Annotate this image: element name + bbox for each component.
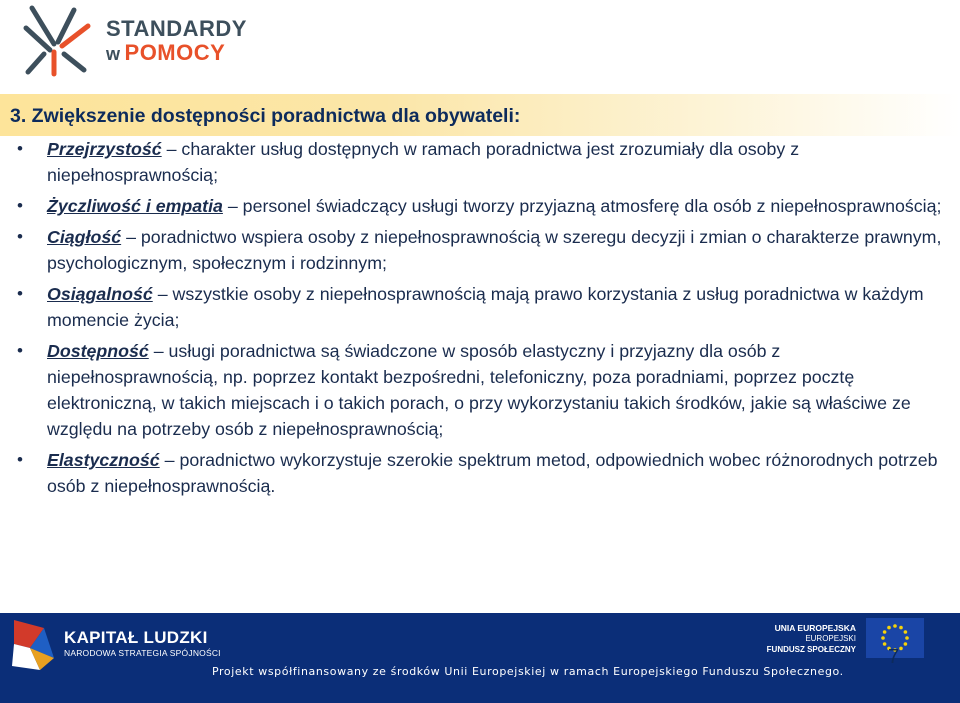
ue-line1: UNIA EUROPEJSKA xyxy=(774,623,856,633)
bullet-list xyxy=(0,136,960,504)
bullet-term: Przejrzystość xyxy=(47,139,162,159)
footer-cofinancing-note: Projekt współfinansowany ze środków Unii Europejskiej w ramach Europejskiego Funduszu Społecznego. xyxy=(212,665,844,678)
bullet-dot-icon: • xyxy=(17,196,23,215)
logo-star-icon xyxy=(14,2,100,78)
logo-line2 xyxy=(106,40,225,66)
bullet-dot-icon: • xyxy=(17,284,23,303)
bullet-term: Życzliwość i empatia xyxy=(47,196,223,216)
kapital-ludzki-logo-icon xyxy=(10,618,56,672)
page-title: 3. Zwiększenie dostępności poradnictwa dla obywateli: xyxy=(10,105,521,127)
logo-line2-prefix: w xyxy=(106,44,121,64)
logo-line1: STANDARDY xyxy=(106,16,247,41)
bullet-dot-icon: • xyxy=(17,139,23,158)
bullet-text: – personel świadczący usługi tworzy przyjazną atmosferę dla osób z niepełnosprawnością; xyxy=(222,196,942,216)
bullet-item xyxy=(0,193,960,219)
ue-line2: EUROPEJSKI xyxy=(805,634,856,643)
standardy-logo xyxy=(14,2,247,80)
bullet-term: Ciągłość xyxy=(47,227,122,247)
bullet-text: – charakter usług dostępnych w ramach poradnictwa jest zrozumiały dla osoby z niepełnosprawnością; xyxy=(47,139,800,185)
bullet-dot-icon: • xyxy=(17,227,23,246)
bullet-text: – poradnictwo wykorzystuje szerokie spektrum metod, odpowiednich wobec różnorodnych potrzeb osób z niepełnosprawnością. xyxy=(47,450,938,496)
ue-text-block xyxy=(760,623,856,655)
bullet-item xyxy=(0,136,960,188)
bullet-term: Osiągalność xyxy=(47,284,153,304)
ue-line3: FUNDUSZ SPOŁECZNY xyxy=(766,645,856,654)
logo-line2-main: POMOCY xyxy=(124,40,226,65)
page-number: 7 xyxy=(888,646,900,668)
bullet-dot-icon: • xyxy=(17,341,23,360)
bullet-text: – poradnictwo wspiera osoby z niepełnosprawnością w szeregu decyzji i zmian o charakterze prawnym, psychologicznym, społecznym i rodzinnym; xyxy=(47,227,942,273)
bullet-item xyxy=(0,224,960,276)
bullet-term: Dostępność xyxy=(47,341,149,361)
bullet-dot-icon: • xyxy=(17,450,23,469)
bullet-item xyxy=(0,281,960,333)
kapital-ludzki-title: KAPITAŁ LUDZKI xyxy=(64,628,208,647)
bullet-text: – usługi poradnictwa są świadczone w sposób elastyczny i przyjazny dla osób z niepełnosprawnością, np. poprzez kontakt bezpośredni, telefoniczny, poza poradniami, poprzez pocztę elektroniczną, w takich miejscach i o takich porach, o przy wykorzystaniu takich środków, jakie są właściwe ze względu na potrzeby osób z niepełnosprawnością; xyxy=(47,341,911,439)
bullet-term: Elastyczność xyxy=(47,450,160,470)
bullet-text: – wszystkie osoby z niepełnosprawnością mają prawo korzystania z usług poradnictwa w każdym momencie życia; xyxy=(47,284,924,330)
bullet-item xyxy=(0,338,960,442)
bullet-item xyxy=(0,447,960,499)
kapital-ludzki-subtitle: NARODOWA STRATEGIA SPÓJNOŚCI xyxy=(64,648,221,658)
